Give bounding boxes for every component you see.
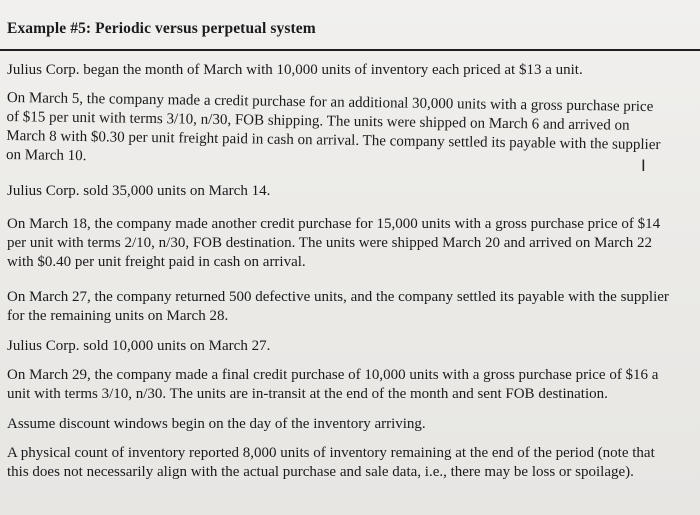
paragraph-march-27-sale: Julius Corp. sold 10,000 units on March 27. [7,338,271,354]
paragraph-discount-assumption: Assume discount windows begin on the day of the inventory arriving. [7,416,426,432]
paragraph-march-18-purchase: On March 18, the company made another credit purchase for 15,000 units with a gross purchase price of $14 per unit with terms 2/10, n/30, FOB destination. The units were shipped March 20 and arrived on March 22 with $0.40 per unit freight paid in cash on arrival. [7,216,661,270]
paragraph-march-29-purchase: On March 29, the company made a final credit purchase of 10,000 units with a gross purchase price of $16 a unit with terms 3/10, n/30. The units are in-transit at the end of the month and sent FOB destination. [7,367,659,402]
paragraph-opening-inventory: Julius Corp. began the month of March with 10,000 units of inventory each priced at $13 a unit. [7,62,583,78]
title-underline [0,49,700,51]
paragraph-march-14-sale: Julius Corp. sold 35,000 units on March 14. [7,183,271,199]
paragraph-march-27-return: On March 27, the company returned 500 defective units, and the company settled its payable with the supplier for the remaining units on March 28. [7,289,669,324]
paragraph-physical-count: A physical count of inventory reported 8,000 units of inventory remaining at the end of the period (note that this does not necessarily align with the actual purchase and sale data, i.e., there may be loss or spoilage). [7,445,655,480]
paragraph-march-5-purchase: On March 5, the company made a credit purchase for an additional 30,000 units with a gross purchase price of $15 per unit with terms 3/10, n/30, FOB shipping. The units were shipped on March 6 and arrived on March 8 with $0.30 per unit freight paid in cash on arrival. The company settled its payable with the supplier on March 10. [5,89,661,165]
example-title: Example #5: Periodic versus perpetual system [7,20,316,37]
text-cursor-icon: Ⅰ [641,156,646,175]
